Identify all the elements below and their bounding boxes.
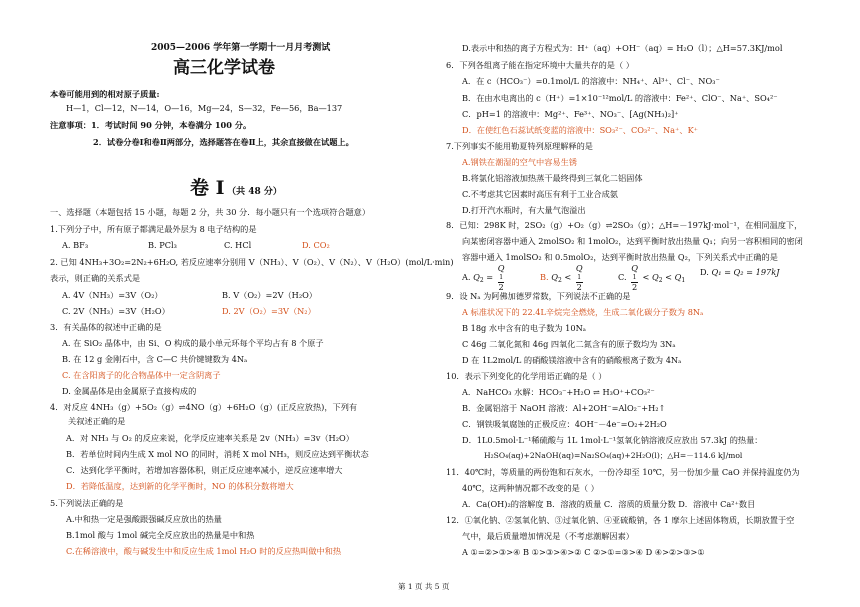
q1-stem: 1.下列分子中，所有原子都满足最外层为 8 电子结构的是 xyxy=(50,224,257,234)
q10-stem: 10．表示下列变化的化学用语正确的是（ ） xyxy=(446,371,607,381)
q4-option-b: B．若单位时间内生成 X mol NO 的同时，消耗 X mol NH₃，则反应达到平衡状态 xyxy=(66,449,369,459)
q10-option-b: B．金属铝溶于 NaOH 溶液：Al+2OH⁻=AlO₂⁻+H₂↑ xyxy=(462,403,666,413)
q8-stem-l3: 容器中通入 1molSO₂ 和 0.5molO₂，达到平衡时放出热量 Q₂，下列关系式中正确的是 xyxy=(462,252,778,262)
q4-option-a: A．对 NH₃ 与 O₂ 的反应来说，化学反应速率关系是 2v（NH₃）=3v（H₂O） xyxy=(66,433,354,443)
q7-option-b: B.将氯化铝溶液加热蒸干最终得到三氧化二铝固体 xyxy=(462,173,643,183)
q8-stem: 8．已知：298K 时，2SO₂（g）+O₂（g）⇌2SO₃（g）；△H=－197kJ·mol⁻¹，在相同温度下， xyxy=(446,220,803,230)
q2-stem-cont: 表示，则正确的关系式是 xyxy=(50,273,141,283)
q6-option-a: A．在 c（HCO₃⁻）=0.1mol/L 的溶液中：NH₄⁺、Al³⁺、Cl⁻、NO₃⁻ xyxy=(462,76,720,86)
q4-stem: 4．对反应 4NH₃（g）+5O₂（g）⇌4NO（g）+6H₂O（g）(正反应放热)，下列有 xyxy=(50,402,358,412)
q5-option-d: D.表示中和热的离子方程式为：H⁺（aq）+OH⁻（aq）= H₂O（l）；△H=57.3KJ/mol xyxy=(462,43,783,53)
q10-option-a: A．NaHCO₃ 水解：HCO₃⁻+H₂O ⇌ H₃O⁺+CO₃²⁻ xyxy=(462,387,655,397)
atomic-heading: 本卷可能用到的相对原子质量: xyxy=(50,89,160,99)
q11-stem: 11．40℃时，等质量的两份饱和石灰水，一份冷却至 10℃，另一份加少量 CaO 并保持温度仍为 xyxy=(446,467,800,477)
q9-option-a: A 标准状况下的 22.4L辛烷完全燃烧，生成二氧化碳分子数为 8Nₐ xyxy=(462,307,704,317)
q9-stem: 9．设 Nₐ 为阿佛加德罗常数，下列说法不正确的是 xyxy=(446,291,631,301)
q4-option-d: D．若降低温度，达到新的化学平衡时，NO 的体积分数将增大 xyxy=(66,481,294,491)
q3-option-d: D. 金属晶体是由金属原子直接构成的 xyxy=(62,386,197,396)
q9-option-c: C 46g 二氧化氮和 46g 四氧化二氮含有的原子数均为 3Nₐ xyxy=(462,339,676,349)
fraction: Q 1 2 xyxy=(631,263,638,292)
q8-option-a: A. $Q_2$ = Q 1 2 xyxy=(462,263,505,292)
q5-option-c xyxy=(66,547,341,555)
section-title: 卷 I xyxy=(190,177,225,199)
q7-option-c: C.不考虑其它因素时高压有利于工业合成氨 xyxy=(462,189,618,199)
section-heading xyxy=(190,179,282,198)
q2-option-d: D. 2V（O₂）=3V（N₂） xyxy=(222,306,316,316)
q8-option-d-label: D. xyxy=(700,267,709,277)
q7-option-d: D.打开汽水瓶时，有大量气泡溢出 xyxy=(462,205,586,215)
atomic-values: H—1，Cl—12，N—14，O—16，Mg—24，S—32，Fe—56，Ba—137 xyxy=(66,103,343,113)
q5-option-b: B.1mol 酸与 1mol 碱完全反应放出的热量是中和热 xyxy=(66,530,255,540)
q11-stem-l2: 40℃，这两种情况都不改变的是（ ） xyxy=(462,483,599,493)
q8-option-d xyxy=(700,268,779,276)
q6-option-c: C．pH=1 的溶液中：Mg²⁺、Fe³⁺、NO₃⁻、[Ag(NH₃)₂]⁺ xyxy=(462,109,679,119)
q12-stem-l2: 气中，最后质量增加情况是（不考虑潮解因素） xyxy=(462,531,634,541)
subject-title: 高三化学试卷 xyxy=(173,58,275,78)
q1-option-c: C. HCl xyxy=(224,240,252,250)
q5-option-c-text: C.在稀溶液中，酸与碱发生中和反应生成 1mol H₂O 时的反应热叫做中和热 xyxy=(66,546,342,556)
q3-option-c: C. 在含阳离子的化合物晶体中一定含阴离子 xyxy=(62,370,221,380)
page-footer: 第 1 页 共 5 页 xyxy=(398,582,450,591)
q7-stem: 7.下列事实不能用勒夏特列原理解释的是 xyxy=(446,141,593,151)
q1-option-d: D. CO₂ xyxy=(302,240,330,250)
q4-option-c: C．达到化学平衡时，若增加容器体积，则正反应速率减小，逆反应速率增大 xyxy=(66,465,343,475)
q8-option-d-expr: Q₁ = Q₂ = 197kJ xyxy=(711,267,780,277)
fraction: Q 1 2 xyxy=(497,263,505,292)
q1-option-a: A. BF₃ xyxy=(62,240,89,250)
q8-stem-l2: 向某密闭容器中通入 2molSO₂ 和 1molO₂，达到平衡时放出热量 Q₁；向另一容积相同的密闭 xyxy=(462,236,803,246)
q5-stem: 5.下列说法正确的是 xyxy=(50,498,124,508)
q8-option-b: B. $Q_2$ < Q 1 2 xyxy=(540,263,583,292)
q4-stem-cont: 关叙述正确的是 xyxy=(68,416,126,426)
q3-option-b: B. 在 12 g 金刚石中，含 C—C 共价键键数为 4Nₐ xyxy=(62,354,248,364)
q8-option-c-label: C. xyxy=(618,272,627,282)
q11-options: A．Ca(OH)₂的溶解度 B．溶液的质量 C．溶质的质量分数 D．溶液中 Ca²⁺数目 xyxy=(462,499,756,509)
q9-option-d: D 在 1L2mol/L 的硝酸镁溶液中含有的硝酸根离子数为 4Nₐ xyxy=(462,355,682,365)
q6-stem: 6．下列各组离子能在指定环境中大量共存的是（ ） xyxy=(446,60,634,70)
exam-title: 2005—2006 学年第一学期十一月月考测试 xyxy=(151,43,331,53)
q3-option-a: A. 在 SiO₂ 晶体中，由 Si、O 构成的最小单元环每个平均占有 8 个原子 xyxy=(62,338,324,348)
q3-stem: 3．有关晶体的叙述中正确的是 xyxy=(50,322,162,332)
q2-option-a: A. 4V（NH₃）=3V（O₂） xyxy=(62,290,163,300)
notice-2: 2．试卷分卷Ⅰ和卷Ⅱ两部分，选择题答在卷Ⅱ上，其余直接做在试题上。 xyxy=(93,137,354,147)
instructions: 一、选择题（本题包括 15 小题，每题 2 分，共 30 分．每小题只有一个选项符合题意） xyxy=(50,207,371,217)
q10-option-c: C．钢铁吸氧腐蚀的正极反应：4OH⁻－4e⁻=O₂+2H₂O xyxy=(462,419,667,429)
q1-option-b: B. PCl₃ xyxy=(148,240,177,250)
q8-option-c: C. Q 1 2 < $Q_2 < Q_1$ xyxy=(618,263,686,292)
fraction: Q 1 2 xyxy=(575,263,583,292)
q7-option-a: A.钢铁在潮湿的空气中容易生锈 xyxy=(462,157,577,167)
q8-option-b-label: B. xyxy=(540,272,549,282)
q9-option-b: B 18g 水中含有的电子数为 10Nₐ xyxy=(462,323,586,333)
q6-option-d xyxy=(462,126,698,134)
section-score: （共 48 分） xyxy=(227,187,282,197)
q12-options: A ①=②>③>④ B ①>③>④>② C ②>①=③>④ D ④>②>③>① xyxy=(462,547,705,557)
q12-stem: 12．①氧化钠、②氢氧化钠、③过氧化钠、④亚硫酸钠，各 1 摩尔上述固体物质，长期放置于空 xyxy=(446,515,795,525)
q8-option-a-label: A. xyxy=(462,272,471,282)
q2-option-c: C. 2V（NH₃）=3V（H₂O） xyxy=(62,306,170,316)
q2-stem: 2. 已知 4NH₃+3O₂=2N₂+6H₂O, 若反应速率分别用 V（NH₃）、V（O₂）、V（N₂）、V（H₂O）(mol/L·min) xyxy=(50,257,454,267)
q5-option-a: A.中和热一定是强酸跟强碱反应放出的热量 xyxy=(66,514,222,524)
notice-1: 注意事项：1．考试时间 90 分钟，本卷满分 100 分。 xyxy=(50,120,252,130)
q10-option-d-equation: H₂SO₄(aq)+2NaOH(aq)=Na₂SO₄(aq)+2H₂O(l)；△H=－114.6 kJ/mol xyxy=(484,451,743,460)
q2-option-b: B. V（O₂）=2V（H₂O） xyxy=(222,290,317,300)
q6-option-d-text: D．在使红色石蕊试纸变蓝的溶液中：SO₃²⁻、CO₃²⁻、Na⁺、K⁺ xyxy=(462,125,699,135)
q10-option-d: D．1L0.5mol·L⁻¹稀硫酸与 1L 1mol·L⁻¹氢氧化钠溶液反应放出 57.3kJ 的热量： xyxy=(462,435,763,445)
q6-option-b: B．在由水电离出的 c（H⁺）=1×10⁻¹²mol/L 的溶液中：Fe²⁺、ClO⁻、Na⁺、SO₄²⁻ xyxy=(462,93,778,103)
